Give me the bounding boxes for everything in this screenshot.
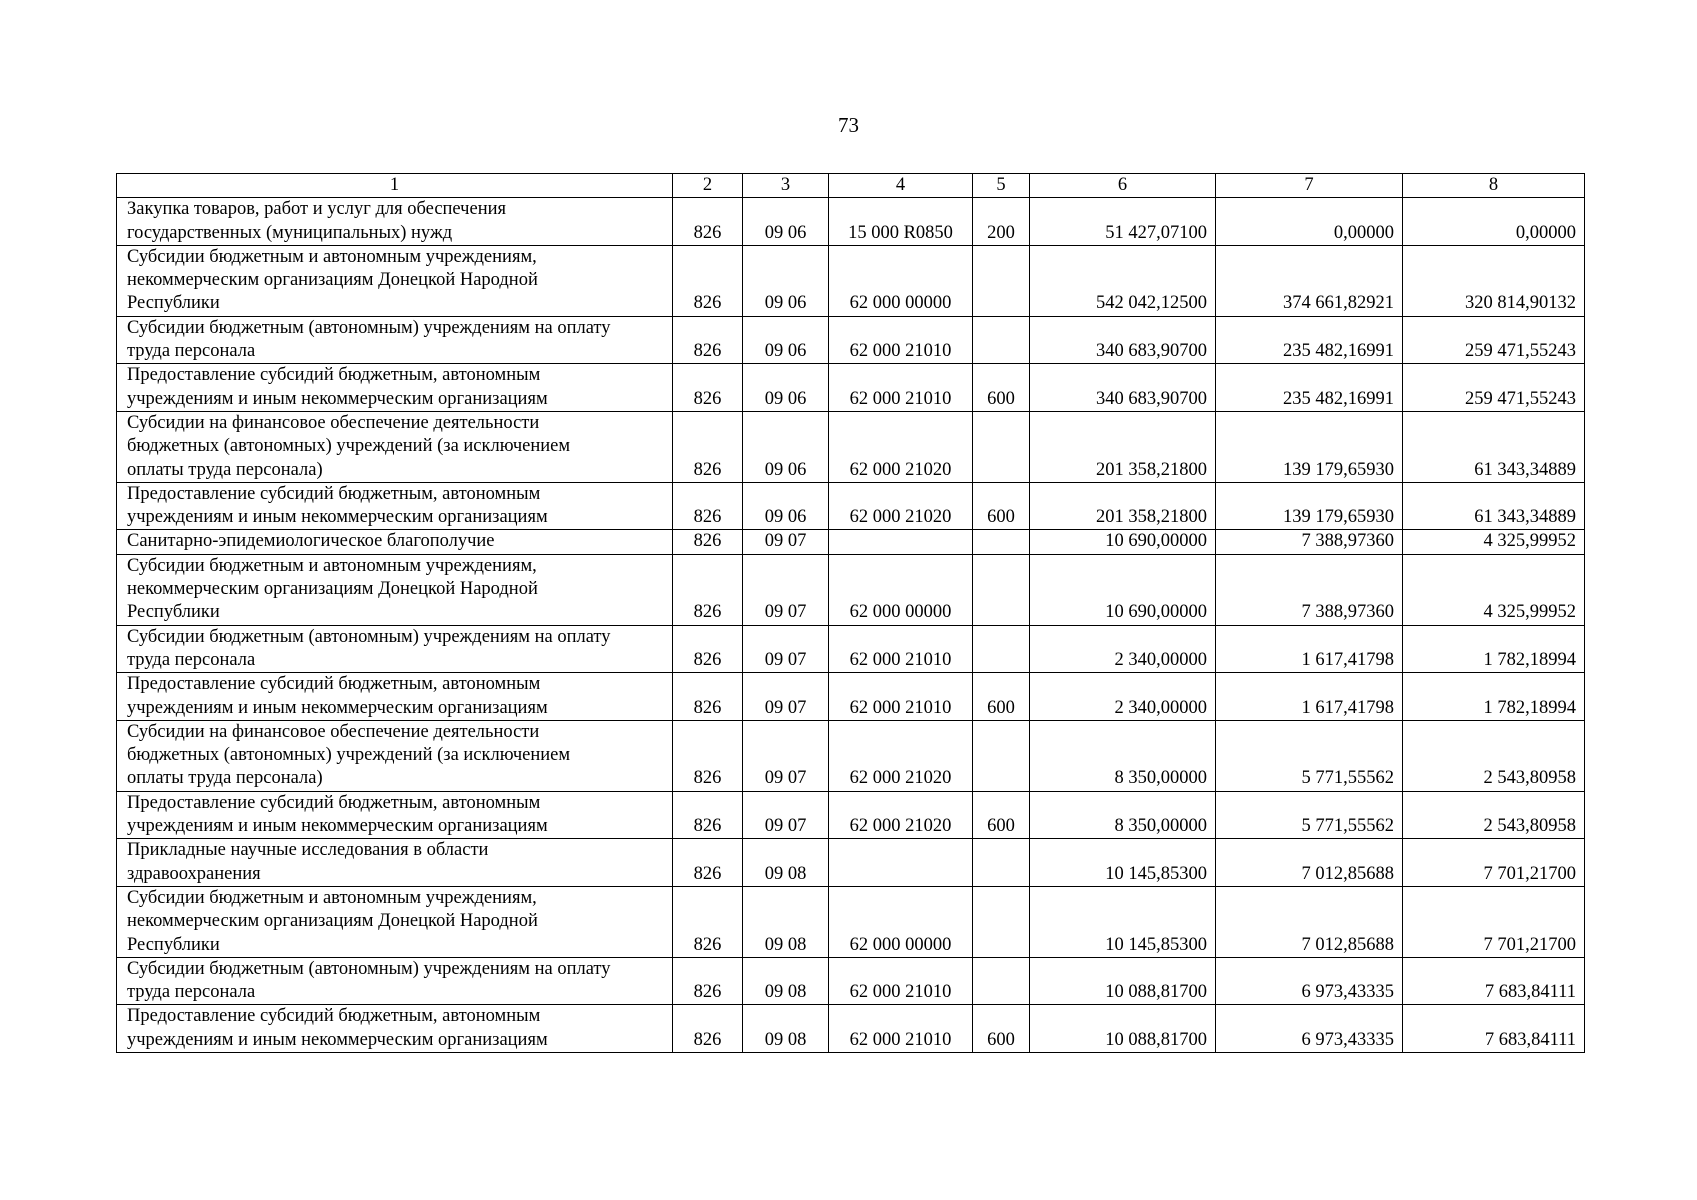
row-code-cell: 826 (673, 791, 743, 839)
table-row (117, 673, 1585, 721)
row-value-col6-cell: 2 340,00000 (1030, 625, 1216, 673)
row-value-col7-cell: 374 661,82921 (1216, 245, 1403, 316)
row-type-cell (973, 625, 1030, 673)
table-row (117, 625, 1585, 673)
row-type-cell: 600 (973, 364, 1030, 412)
budget-table (116, 173, 1585, 1053)
row-value-col6-cell: 10 690,00000 (1030, 530, 1216, 554)
row-value-col6-cell: 10 690,00000 (1030, 554, 1216, 625)
table-row (117, 791, 1585, 839)
table-row (117, 886, 1585, 957)
row-code-cell: 826 (673, 1005, 743, 1053)
row-section-cell: 09 06 (743, 364, 829, 412)
row-type-cell (973, 720, 1030, 791)
row-code-cell: 826 (673, 482, 743, 530)
row-value-col7-cell: 5 771,55562 (1216, 720, 1403, 791)
table-row (117, 198, 1585, 246)
row-value-col8-cell: 2 543,80958 (1403, 791, 1585, 839)
row-value-col7-cell: 139 179,65930 (1216, 411, 1403, 482)
table-row (117, 316, 1585, 364)
row-value-col8-cell: 7 701,21700 (1403, 839, 1585, 887)
row-target-cell: 62 000 00000 (829, 886, 973, 957)
table-row (117, 482, 1585, 530)
row-type-cell (973, 839, 1030, 887)
row-name-cell: Субсидии на финансовое обеспечение деятельности бюджетных (автономных) учреждений (за исключением оплаты труда персонала) (117, 720, 673, 791)
row-target-cell (829, 530, 973, 554)
column-header: 2 (673, 174, 743, 198)
row-target-cell: 62 000 21010 (829, 1005, 973, 1053)
row-type-cell: 200 (973, 198, 1030, 246)
table-row (117, 530, 1585, 554)
row-name-cell: Субсидии бюджетным и автономным учреждениям, некоммерческим организациям Донецкой Народной Республики (117, 245, 673, 316)
column-header-row (117, 174, 1585, 198)
row-value-col6-cell: 340 683,90700 (1030, 316, 1216, 364)
row-value-col7-cell: 235 482,16991 (1216, 316, 1403, 364)
row-code-cell: 826 (673, 245, 743, 316)
row-code-cell: 826 (673, 554, 743, 625)
row-target-cell: 62 000 21010 (829, 957, 973, 1005)
row-section-cell: 09 07 (743, 554, 829, 625)
row-target-cell: 15 000 R0850 (829, 198, 973, 246)
row-value-col6-cell: 51 427,07100 (1030, 198, 1216, 246)
row-value-col7-cell: 7 388,97360 (1216, 530, 1403, 554)
table-row (117, 245, 1585, 316)
row-section-cell: 09 07 (743, 673, 829, 721)
row-value-col8-cell: 7 701,21700 (1403, 886, 1585, 957)
row-section-cell: 09 06 (743, 245, 829, 316)
row-name-cell: Субсидии бюджетным (автономным) учреждениям на оплату труда персонала (117, 957, 673, 1005)
row-value-col8-cell: 61 343,34889 (1403, 482, 1585, 530)
row-name-cell: Закупка товаров, работ и услуг для обеспечения государственных (муниципальных) нужд (117, 198, 673, 246)
row-value-col7-cell: 1 617,41798 (1216, 625, 1403, 673)
row-name-cell: Предоставление субсидий бюджетным, автономным учреждениям и иным некоммерческим организациям (117, 482, 673, 530)
row-target-cell: 62 000 21020 (829, 411, 973, 482)
row-target-cell: 62 000 00000 (829, 245, 973, 316)
row-value-col8-cell: 4 325,99952 (1403, 554, 1585, 625)
row-value-col8-cell: 7 683,84111 (1403, 957, 1585, 1005)
row-value-col6-cell: 542 042,12500 (1030, 245, 1216, 316)
row-value-col8-cell: 61 343,34889 (1403, 411, 1585, 482)
row-type-cell (973, 957, 1030, 1005)
row-value-col8-cell: 320 814,90132 (1403, 245, 1585, 316)
column-header: 3 (743, 174, 829, 198)
row-value-col7-cell: 0,00000 (1216, 198, 1403, 246)
row-name-cell: Прикладные научные исследования в области здравоохранения (117, 839, 673, 887)
row-target-cell: 62 000 21010 (829, 364, 973, 412)
row-name-cell: Предоставление субсидий бюджетным, автономным учреждениям и иным некоммерческим организациям (117, 791, 673, 839)
table-row (117, 554, 1585, 625)
row-value-col6-cell: 8 350,00000 (1030, 791, 1216, 839)
row-value-col6-cell: 201 358,21800 (1030, 482, 1216, 530)
row-code-cell: 826 (673, 530, 743, 554)
row-value-col7-cell: 235 482,16991 (1216, 364, 1403, 412)
table-row (117, 720, 1585, 791)
row-code-cell: 826 (673, 625, 743, 673)
table-row (117, 411, 1585, 482)
row-value-col8-cell: 259 471,55243 (1403, 364, 1585, 412)
row-section-cell: 09 07 (743, 625, 829, 673)
column-header: 1 (117, 174, 673, 198)
row-value-col8-cell: 7 683,84111 (1403, 1005, 1585, 1053)
row-name-cell: Субсидии бюджетным (автономным) учреждениям на оплату труда персонала (117, 625, 673, 673)
row-section-cell: 09 08 (743, 839, 829, 887)
row-name-cell: Предоставление субсидий бюджетным, автономным учреждениям и иным некоммерческим организациям (117, 1005, 673, 1053)
row-value-col6-cell: 10 088,81700 (1030, 957, 1216, 1005)
row-type-cell (973, 245, 1030, 316)
row-value-col7-cell: 7 388,97360 (1216, 554, 1403, 625)
row-section-cell: 09 06 (743, 198, 829, 246)
row-value-col7-cell: 6 973,43335 (1216, 957, 1403, 1005)
column-header: 4 (829, 174, 973, 198)
row-type-cell (973, 530, 1030, 554)
row-target-cell: 62 000 21010 (829, 673, 973, 721)
row-section-cell: 09 06 (743, 316, 829, 364)
row-code-cell: 826 (673, 316, 743, 364)
row-name-cell: Предоставление субсидий бюджетным, автономным учреждениям и иным некоммерческим организациям (117, 364, 673, 412)
row-type-cell: 600 (973, 1005, 1030, 1053)
row-code-cell: 826 (673, 886, 743, 957)
row-type-cell (973, 554, 1030, 625)
row-target-cell: 62 000 21020 (829, 720, 973, 791)
row-section-cell: 09 07 (743, 791, 829, 839)
row-value-col6-cell: 340 683,90700 (1030, 364, 1216, 412)
row-value-col6-cell: 10 088,81700 (1030, 1005, 1216, 1053)
row-type-cell: 600 (973, 673, 1030, 721)
table-body (117, 174, 1585, 1053)
page-number: 73 (838, 113, 859, 137)
row-target-cell (829, 839, 973, 887)
table-row (117, 957, 1585, 1005)
row-value-col7-cell: 7 012,85688 (1216, 886, 1403, 957)
row-value-col6-cell: 10 145,85300 (1030, 886, 1216, 957)
row-value-col7-cell: 139 179,65930 (1216, 482, 1403, 530)
row-code-cell: 826 (673, 364, 743, 412)
row-section-cell: 09 06 (743, 411, 829, 482)
column-header: 5 (973, 174, 1030, 198)
column-header: 8 (1403, 174, 1585, 198)
row-value-col7-cell: 1 617,41798 (1216, 673, 1403, 721)
row-type-cell: 600 (973, 482, 1030, 530)
row-value-col7-cell: 7 012,85688 (1216, 839, 1403, 887)
row-target-cell: 62 000 00000 (829, 554, 973, 625)
row-value-col8-cell: 4 325,99952 (1403, 530, 1585, 554)
row-name-cell: Предоставление субсидий бюджетным, автономным учреждениям и иным некоммерческим организациям (117, 673, 673, 721)
row-target-cell: 62 000 21010 (829, 316, 973, 364)
column-header: 7 (1216, 174, 1403, 198)
row-value-col8-cell: 0,00000 (1403, 198, 1585, 246)
row-code-cell: 826 (673, 957, 743, 1005)
row-section-cell: 09 08 (743, 1005, 829, 1053)
column-header: 6 (1030, 174, 1216, 198)
row-section-cell: 09 07 (743, 530, 829, 554)
table-row (117, 839, 1585, 887)
row-section-cell: 09 08 (743, 886, 829, 957)
table-row (117, 364, 1585, 412)
row-value-col8-cell: 259 471,55243 (1403, 316, 1585, 364)
row-value-col7-cell: 6 973,43335 (1216, 1005, 1403, 1053)
row-name-cell: Санитарно-эпидемиологическое благополучие (117, 530, 673, 554)
row-value-col8-cell: 1 782,18994 (1403, 673, 1585, 721)
row-value-col8-cell: 1 782,18994 (1403, 625, 1585, 673)
row-target-cell: 62 000 21020 (829, 482, 973, 530)
row-code-cell: 826 (673, 720, 743, 791)
row-name-cell: Субсидии бюджетным и автономным учреждениям, некоммерческим организациям Донецкой Народной Республики (117, 886, 673, 957)
row-section-cell: 09 06 (743, 482, 829, 530)
row-code-cell: 826 (673, 198, 743, 246)
row-name-cell: Субсидии бюджетным и автономным учреждениям, некоммерческим организациям Донецкой Народной Республики (117, 554, 673, 625)
row-target-cell: 62 000 21010 (829, 625, 973, 673)
row-name-cell: Субсидии на финансовое обеспечение деятельности бюджетных (автономных) учреждений (за исключением оплаты труда персонала) (117, 411, 673, 482)
row-target-cell: 62 000 21020 (829, 791, 973, 839)
row-value-col6-cell: 2 340,00000 (1030, 673, 1216, 721)
row-type-cell (973, 411, 1030, 482)
row-value-col7-cell: 5 771,55562 (1216, 791, 1403, 839)
row-name-cell: Субсидии бюджетным (автономным) учреждениям на оплату труда персонала (117, 316, 673, 364)
row-code-cell: 826 (673, 839, 743, 887)
row-value-col6-cell: 10 145,85300 (1030, 839, 1216, 887)
table-row (117, 1005, 1585, 1053)
row-type-cell: 600 (973, 791, 1030, 839)
row-section-cell: 09 07 (743, 720, 829, 791)
row-code-cell: 826 (673, 411, 743, 482)
row-section-cell: 09 08 (743, 957, 829, 1005)
row-type-cell (973, 316, 1030, 364)
row-code-cell: 826 (673, 673, 743, 721)
row-value-col8-cell: 2 543,80958 (1403, 720, 1585, 791)
row-type-cell (973, 886, 1030, 957)
row-value-col6-cell: 201 358,21800 (1030, 411, 1216, 482)
row-value-col6-cell: 8 350,00000 (1030, 720, 1216, 791)
